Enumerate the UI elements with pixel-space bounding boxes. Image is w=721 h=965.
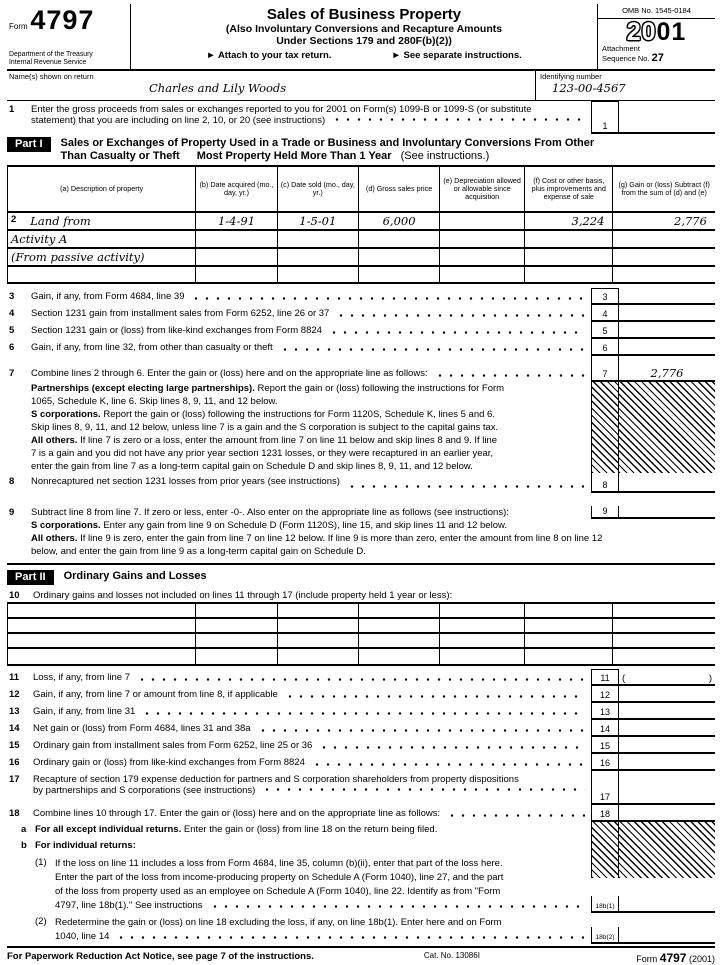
form-label: Form	[9, 22, 28, 31]
cost-basis-field[interactable]	[524, 231, 612, 249]
cost-basis-field[interactable]: 3,224	[524, 213, 612, 231]
line-14-box-number: 14	[591, 720, 619, 737]
partnerships-lead: Partnerships (except electing large partnerships).	[31, 383, 255, 394]
line-18a-label: a	[21, 824, 27, 835]
treasury-label: Department of the Treasury	[9, 51, 93, 59]
line-18ab-block	[7, 822, 715, 913]
footer-form-number: 4797	[659, 951, 687, 965]
dotted-leader	[261, 728, 585, 733]
catalog-number: Cat. No. 13086I	[423, 951, 480, 960]
sequence-label: Sequence No.	[602, 53, 650, 63]
line-1-amount-field[interactable]	[619, 101, 715, 134]
line-18-number: 18	[9, 808, 20, 819]
line-7-text: Combine lines 2 through 6. Enter the gain or (loss) here and on the appropriate line as follows:	[31, 368, 428, 379]
line-8-amount-field[interactable]	[619, 473, 715, 493]
line-9-text: Subtract line 8 from line 7. If zero or less, enter -0-. Also enter on the appropriate line as follows (see instructions):	[31, 507, 509, 518]
line-1-text-2: statement) that you are including on line 2, 10, or 20 (see instructions)	[31, 115, 326, 126]
line-18b1-label: (1)	[35, 857, 47, 868]
description-field[interactable]: Land from	[30, 214, 91, 228]
dotted-leader	[194, 296, 585, 301]
gain-loss-field[interactable]	[612, 634, 715, 649]
partnerships-text-1: Report the gain or (loss) following the instructions for Form	[254, 383, 505, 394]
line-13-number: 13	[9, 706, 20, 717]
line-17-box-number: 17	[591, 771, 619, 805]
taxpayer-row	[7, 71, 715, 101]
line-13-text: Gain, if any, from line 31	[33, 706, 136, 717]
line-15-text: Ordinary gain from installment sales from Form 6252, line 25 or 36	[33, 740, 313, 751]
attachment-sequence	[598, 45, 715, 63]
dotted-leader	[332, 330, 585, 335]
line-4-row	[7, 305, 715, 322]
line-18b-row	[7, 838, 591, 854]
col-f-header: (f) Cost or other basis, plus improvements and expense of sale	[524, 167, 612, 213]
line-9-row	[7, 493, 715, 519]
part-1-title-line-1: Sales or Exchanges of Property Used in a Trade or Business and Involuntary Conversions From Other	[60, 137, 595, 149]
line-17-text-1: Recapture of section 179 expense deduction for partners and S corporation shareholders from property dispositions	[33, 774, 519, 785]
line-5-row	[7, 322, 715, 339]
spacer-row	[7, 356, 715, 365]
form-header	[7, 4, 715, 71]
date-acquired-field[interactable]	[195, 649, 276, 664]
property-table-header	[8, 167, 715, 213]
all-others-text-1: If line 7 is zero or a loss, enter the amount from line 7 on line 11 below and skip lines 8 and 9. If line	[77, 435, 498, 446]
line-18b1-row	[7, 857, 591, 913]
taxpayer-name-field[interactable]: Charles and Lily Woods	[149, 81, 287, 96]
hatched-area	[591, 822, 715, 878]
part-1-badge: Part I	[7, 137, 51, 152]
line-3-row	[7, 288, 715, 305]
line-9-amount-field[interactable]	[619, 517, 715, 519]
part-1-property-table	[7, 165, 715, 284]
table-row	[8, 604, 715, 619]
all-others-lead: All others.	[31, 533, 78, 544]
separate-instructions-note: ► See separate instructions.	[391, 50, 522, 61]
line-18b1-text-1: If the loss on line 11 includes a loss from Form 4684, line 35, column (b)(ii), enter that part of the loss here.	[55, 858, 503, 869]
subtitle-line-2: Under Sections 179 and 280F(b)(2))	[276, 35, 452, 47]
depreciation-field[interactable]	[439, 649, 524, 664]
line-15-number: 15	[9, 740, 20, 751]
col-c-header: (c) Date sold (mo., day, yr.)	[277, 167, 358, 213]
gain-loss-field[interactable]	[612, 231, 715, 249]
line-18b1-text-2: Enter the part of the loss from income-producing property on Schedule A (Form 1040), line 27, and the part	[55, 872, 504, 883]
attachment-label: Attachment	[602, 44, 640, 53]
line-18b2-text-2: 1040, line 14	[55, 931, 110, 942]
part-2-property-table	[7, 602, 715, 666]
paperwork-notice: For Paperwork Reduction Act Notice, see page 7 of the instructions.	[7, 951, 314, 962]
date-sold-field[interactable]	[277, 267, 358, 282]
line-5-text: Section 1231 gain or (loss) from like-kind exchanges from Form 8824	[31, 325, 322, 336]
line-8-number: 8	[9, 476, 15, 487]
line-12-text: Gain, if any, from line 7 or amount from line 8, if applicable	[33, 689, 278, 700]
part-1-title	[61, 137, 595, 163]
page-title: Sales of Business Property	[266, 6, 462, 23]
line-18b1-text-3: of the loss from property used as an employee on Schedule A (Form 1040), line 22. Identify as from "Form	[55, 886, 501, 897]
gross-sales-price-field[interactable]	[358, 267, 439, 282]
line-7-number: 7	[9, 368, 15, 379]
line-18b1-text-4: 4797, line 18b(1)." See instructions	[55, 900, 203, 911]
omb-block	[597, 4, 715, 69]
year-solid-digits: 01	[656, 18, 687, 46]
page-footer	[7, 946, 715, 963]
description-field[interactable]	[8, 649, 195, 664]
line-18-amount-field[interactable]	[619, 805, 715, 822]
line-10-row	[7, 587, 715, 602]
dotted-leader	[265, 787, 585, 792]
line-12-number: 12	[9, 689, 20, 700]
line-18b2-block	[7, 913, 715, 944]
line-18-text: Combine lines 10 through 17. Enter the gain or (loss) here and on the appropriate line as follows:	[33, 808, 441, 819]
gain-loss-field[interactable]	[612, 619, 715, 634]
part-2-heading	[7, 563, 715, 587]
line-18-row	[7, 805, 715, 822]
line-17-amount-field[interactable]	[619, 771, 715, 805]
depreciation-field[interactable]	[439, 267, 524, 282]
line-12-box-number: 12	[591, 686, 619, 703]
description-field[interactable]	[8, 634, 195, 649]
cost-basis-field[interactable]	[524, 249, 612, 267]
line-2-number: 2	[11, 214, 17, 225]
line-18-box-number: 18	[591, 805, 619, 822]
line-17-text-2: by partnerships and S corporations (see instructions)	[33, 785, 256, 796]
dotted-leader	[283, 347, 585, 352]
date-sold-field[interactable]	[277, 619, 358, 634]
dotted-leader	[335, 117, 585, 122]
line-10-number: 10	[9, 590, 20, 601]
line-6-box-number: 6	[591, 339, 619, 356]
omb-number: OMB No. 1545-0184	[598, 4, 715, 19]
line-16-row	[7, 754, 715, 771]
part-2-badge: Part II	[7, 570, 54, 585]
date-sold-field[interactable]	[277, 231, 358, 249]
paren-open: (	[622, 673, 626, 684]
line-16-amount-field[interactable]	[619, 754, 715, 771]
line-3-number: 3	[9, 291, 15, 302]
date-sold-field[interactable]	[277, 249, 358, 267]
line-5-amount-field[interactable]	[619, 322, 715, 339]
line-14-number: 14	[9, 723, 20, 734]
line-13-amount-field[interactable]	[619, 703, 715, 720]
line-11-box-number: 11	[591, 669, 619, 686]
dotted-leader	[288, 694, 585, 699]
line-1-text	[31, 101, 591, 134]
all-others-text-1: If line 9 is zero, enter the gain from line 7 on line 12 below. If line 9 is more than zero, enter the amount from line 8 on line 12	[77, 533, 603, 544]
dotted-leader	[213, 904, 585, 909]
line-16-number: 16	[9, 757, 20, 768]
gross-sales-price-field[interactable]: 6,000	[358, 213, 439, 231]
name-label: Name(s) shown on return	[9, 72, 94, 82]
hatched-area	[591, 382, 715, 473]
gross-sales-price-field[interactable]	[358, 231, 439, 249]
col-b-header: (b) Date acquired (mo., day, yr.)	[195, 167, 276, 213]
dotted-leader	[315, 762, 585, 767]
table-row	[8, 619, 715, 634]
line-9-instructions	[7, 519, 715, 558]
line-6-text: Gain, if any, from line 32, from other than casualty or theft	[31, 342, 273, 353]
gain-loss-field[interactable]	[612, 267, 715, 282]
date-sold-field[interactable]	[277, 604, 358, 619]
line-14-amount-field[interactable]	[619, 720, 715, 737]
cost-basis-field[interactable]	[524, 604, 612, 619]
dotted-leader	[119, 935, 585, 940]
line-18b2-text-1: Redetermine the gain or (loss) on line 18 excluding the loss, if any, on line 18b(1). Enter here and on Form	[55, 917, 502, 928]
line-4-amount-field[interactable]	[619, 305, 715, 322]
date-acquired-field[interactable]	[195, 231, 276, 249]
s-corporations-text-1: Report the gain or (loss) following the instructions for Form 1120S, Schedule K, lines 5 and 6.	[100, 409, 495, 420]
line-12-amount-field[interactable]	[619, 686, 715, 703]
part-2-title: Ordinary Gains and Losses	[63, 570, 207, 582]
line-8-text: Nonrecaptured net section 1231 losses from prior years (see instructions)	[31, 476, 340, 487]
year-outline-digits: 20	[626, 18, 657, 46]
line-17-row	[7, 771, 715, 805]
line-3-box-number: 3	[591, 288, 619, 305]
line-3-text: Gain, if any, from Form 4684, line 39	[31, 291, 185, 302]
name-field-block	[7, 71, 535, 100]
description-field[interactable]	[8, 604, 195, 619]
description-field[interactable]	[8, 267, 195, 282]
line-11-text: Loss, if any, from line 7	[33, 672, 130, 683]
date-sold-field[interactable]: 1-5-01	[277, 213, 358, 231]
line-11-number: 11	[9, 672, 20, 683]
depreciation-field[interactable]	[439, 634, 524, 649]
line-18a-row	[7, 822, 591, 838]
line-1-number: 1	[9, 104, 15, 115]
line-4-box-number: 4	[591, 305, 619, 322]
s-corporations-lead: S corporations.	[31, 520, 101, 531]
date-sold-field[interactable]	[277, 649, 358, 664]
line-18b1-box-row	[591, 896, 715, 913]
subtitle-line-1: (Also Involuntary Conversions and Recapture Amounts	[225, 23, 503, 35]
line-18b1-text	[55, 857, 591, 913]
line-18a-lead: For all except individual returns.	[35, 824, 182, 835]
depreciation-field[interactable]	[439, 619, 524, 634]
line-14-text: Net gain or (loss) from Form 4684, lines 31 and 38a	[33, 723, 251, 734]
cost-basis-field[interactable]	[524, 619, 612, 634]
dotted-leader	[322, 745, 585, 750]
line-11-amount-field[interactable]	[619, 669, 715, 686]
s-corporations-text: Enter any gain from line 9 on Schedule D (Form 1120S), line 15, and skip lines 11 and 12 below.	[100, 520, 507, 531]
line-18b2-right-column	[591, 913, 715, 944]
form-title-block	[131, 4, 597, 69]
cost-basis-field[interactable]	[524, 634, 612, 649]
line-6-row	[7, 339, 715, 356]
line-7-box-number: 7	[591, 365, 619, 382]
table-row	[8, 231, 715, 249]
line-15-amount-field[interactable]	[619, 737, 715, 754]
line-18b2-amount-field[interactable]	[619, 927, 715, 944]
line-16-text: Ordinary gain or (loss) from like-kind exchanges from Form 8824	[33, 757, 305, 768]
form-identity	[7, 4, 131, 69]
line-7-amount-field[interactable]: 2,776	[619, 365, 715, 382]
line-18b2-label: (2)	[35, 916, 47, 927]
col-g-header: (g) Gain or (loss) Subtract (f) from the sum of (d) and (e)	[612, 167, 715, 213]
part-1-title-line-2b: Most Property Held More Than 1 Year	[196, 150, 392, 162]
date-sold-field[interactable]	[277, 634, 358, 649]
table-row	[8, 249, 715, 267]
gross-sales-price-field[interactable]	[358, 604, 439, 619]
line-9-box-number: 9	[591, 506, 619, 519]
agency-names	[9, 51, 128, 67]
part-1-heading	[7, 134, 715, 165]
tax-year	[598, 20, 715, 45]
gain-loss-field[interactable]	[612, 604, 715, 619]
line-12-row	[7, 686, 715, 703]
col-a-header: (a) Description of property	[8, 167, 195, 213]
depreciation-field[interactable]	[439, 213, 524, 231]
gain-loss-field[interactable]: 2,776	[612, 213, 715, 231]
line-9-number: 9	[9, 507, 15, 518]
gain-loss-field[interactable]	[612, 249, 715, 267]
table-row	[8, 213, 715, 231]
table-row	[8, 267, 715, 282]
line-17-text	[33, 771, 591, 805]
attach-note: ► Attach to your tax return.	[206, 50, 332, 61]
dotted-leader	[145, 711, 585, 716]
line-13-row	[7, 703, 715, 720]
col-d-header: (d) Gross sales price	[358, 167, 439, 213]
line-18a-text: Enter the gain or (loss) from line 18 on the return being filed.	[181, 824, 438, 835]
s-corporations-text-2: Skip lines 8, 9, 11, and 12 below, unless line 7 is a gain and the S corporation is subject to the capital gains tax.	[31, 422, 499, 433]
line-15-box-number: 15	[591, 737, 619, 754]
date-acquired-field[interactable]	[195, 267, 276, 282]
date-acquired-field[interactable]	[195, 619, 276, 634]
all-others-text-2: below, and enter the gain from line 9 as a long-term capital gain on Schedule D.	[31, 546, 366, 557]
line-18b2-row	[7, 916, 591, 944]
line-1-text-1: Enter the gross proceeds from sales or exchanges reported to you for 2001 on Form(s) 1099-B or 1099-S (or substitute	[31, 104, 532, 115]
partnerships-text-2: 1065, Schedule K, line 6. Skip lines 8, 9, 11, and 12 below.	[31, 396, 278, 407]
cost-basis-field[interactable]	[524, 267, 612, 282]
date-acquired-field[interactable]: 1-4-91	[195, 213, 276, 231]
table-row	[8, 649, 715, 664]
line-4-number: 4	[9, 308, 15, 319]
line-11-row	[7, 669, 715, 686]
gross-sales-price-field[interactable]	[358, 649, 439, 664]
gain-loss-field[interactable]	[612, 649, 715, 664]
line-13-box-number: 13	[591, 703, 619, 720]
description-field[interactable]: Activity A	[8, 231, 195, 249]
form-number-block	[9, 5, 128, 35]
paren-close: )	[708, 673, 712, 684]
date-acquired-field[interactable]	[195, 634, 276, 649]
line-5-number: 5	[9, 325, 15, 336]
part-1-title-line-2c: (See instructions.)	[400, 150, 490, 162]
col-e-header: (e) Depreciation allowed or allowable since acquisition	[439, 167, 524, 213]
gross-sales-price-field[interactable]	[358, 619, 439, 634]
line-18-right-column	[591, 822, 715, 913]
sequence-number: 27	[651, 51, 664, 64]
dotted-leader	[438, 373, 585, 378]
dotted-leader	[350, 484, 585, 489]
all-others-text-3: enter the gain from line 7 as a long-term capital gain on Schedule D and skip lines 8, 9, 11, and 12 below.	[31, 461, 473, 472]
line-7-instructions	[7, 382, 591, 473]
attach-notes	[131, 50, 597, 61]
irs-label: Internal Revenue Service	[9, 59, 87, 67]
gross-sales-price-field[interactable]	[358, 634, 439, 649]
line-17-number: 17	[9, 774, 20, 785]
all-others-lead: All others.	[31, 435, 78, 446]
line-16-box-number: 16	[591, 754, 619, 771]
dotted-leader	[339, 313, 585, 318]
line-18b-label: b	[21, 840, 27, 851]
line-18b2-box-row	[591, 927, 715, 944]
line-1-box-number: 1	[591, 101, 619, 134]
line-4-text: Section 1231 gain from installment sales from Form 6252, line 26 or 37	[31, 308, 330, 319]
line-10-text: Ordinary gains and losses not included on lines 11 through 17 (include property held 1 year or less):	[33, 590, 453, 601]
line-18b1-box-number: 18b(1)	[591, 896, 619, 913]
line-18b2-text	[55, 916, 591, 944]
s-corporations-lead: S corporations.	[31, 409, 101, 420]
line-7-row	[7, 365, 715, 382]
part-1-title-line-2a: Than Casualty or Theft	[60, 150, 180, 162]
all-others-text-2: 7 is a gain and you did not have any prior year section 1231 losses, or they were recaptured in an earlier year,	[31, 448, 494, 459]
line-18ab-text	[7, 822, 591, 913]
line-15-row	[7, 737, 715, 754]
description-field[interactable]: (From passive activity)	[8, 249, 195, 267]
line-6-amount-field[interactable]	[619, 339, 715, 356]
cost-basis-field[interactable]	[524, 649, 612, 664]
line-14-row	[7, 720, 715, 737]
dotted-leader	[140, 677, 585, 682]
date-acquired-field[interactable]	[195, 249, 276, 267]
identifying-number-field[interactable]: 123-00-4567	[552, 81, 626, 96]
line-8-box-number: 8	[591, 473, 619, 493]
line-7-instructions-row	[7, 382, 715, 473]
footer-form-label: Form	[636, 954, 658, 964]
line-18b2-box-number: 18b(2)	[591, 927, 619, 944]
line-18b-lead: For individual returns:	[35, 840, 136, 851]
depreciation-field[interactable]	[439, 249, 524, 267]
line-1-row	[7, 101, 715, 134]
description-field[interactable]	[8, 619, 195, 634]
date-acquired-field[interactable]	[195, 604, 276, 619]
line-3-amount-field[interactable]	[619, 288, 715, 305]
identifying-number-block	[535, 71, 715, 100]
line-5-box-number: 5	[591, 322, 619, 339]
depreciation-field[interactable]	[439, 231, 524, 249]
line-6-number: 6	[9, 342, 15, 353]
dotted-leader	[450, 813, 585, 818]
gross-sales-price-field[interactable]	[358, 249, 439, 267]
line-18b1-amount-field[interactable]	[619, 896, 715, 913]
identifying-number-label: Identifying number	[540, 72, 602, 82]
form-number: 4797	[30, 5, 95, 35]
footer-year: (2001)	[688, 954, 715, 964]
table-row	[8, 634, 715, 649]
depreciation-field[interactable]	[439, 604, 524, 619]
line-8-row	[7, 473, 715, 493]
